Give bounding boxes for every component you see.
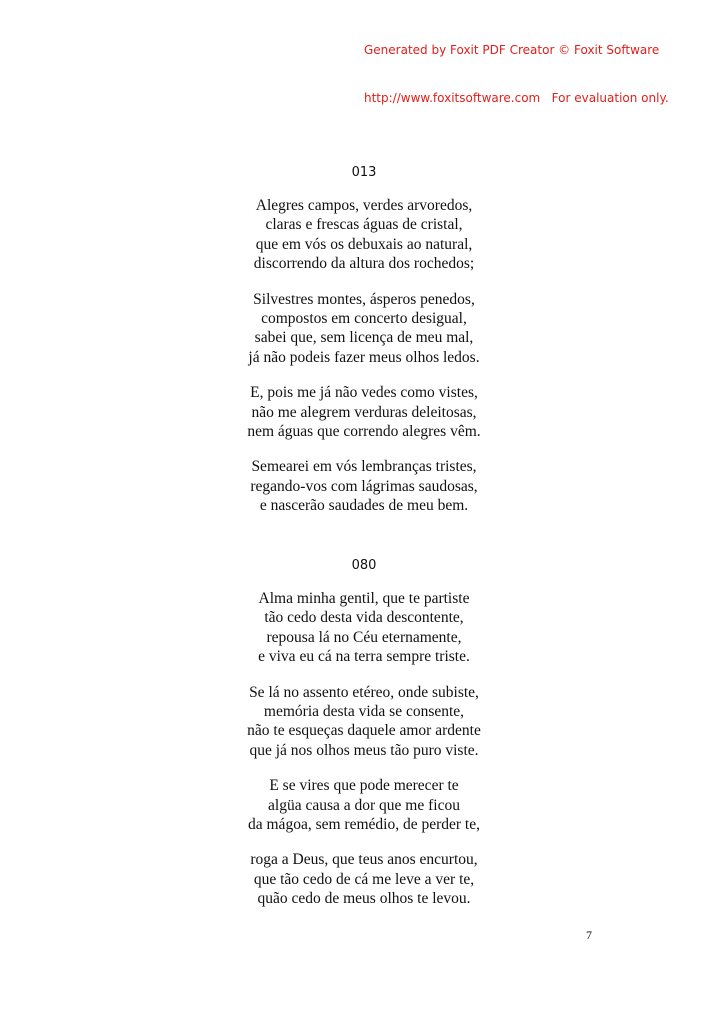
- verse-line: compostos em concerto desigual,: [261, 309, 467, 327]
- verse-line: roga a Deus, que teus anos encurtou,: [250, 851, 478, 869]
- stanza-4: [240, 850, 488, 908]
- poem-number: 013: [351, 165, 377, 180]
- stanza-2: [240, 290, 488, 368]
- verse-line: E, pois me já não vedes como vistes,: [250, 384, 478, 402]
- poem-080: [240, 556, 488, 908]
- stanza-3: [240, 776, 488, 834]
- verse-line: tão cedo desta vida descontente,: [264, 609, 464, 627]
- verse-line: E se vires que pode merecer te: [269, 777, 459, 795]
- verse-line: que já nos olhos meus tão puro viste.: [249, 741, 479, 759]
- stanza-1: [240, 196, 488, 274]
- page-number: 7: [586, 928, 592, 942]
- verse-line: Semearei em vós lembranças tristes,: [251, 458, 477, 476]
- verse-line: claras e frescas águas de cristal,: [265, 216, 463, 234]
- foxit-watermark: [364, 10, 669, 122]
- verse-line: não te esqueças daquele amor ardente: [247, 722, 481, 740]
- verse-line: e nascerão saudades de meu bem.: [259, 497, 469, 515]
- verse-line: repousa lá no Céu eternamente,: [266, 628, 462, 646]
- verse-line: sabei que, sem licença de meu mal,: [254, 329, 474, 347]
- verse-line: nem águas que correndo alegres vêm.: [247, 422, 481, 440]
- verse-line: Silvestres montes, ásperos penedos,: [253, 290, 475, 308]
- verse-line: que tão cedo de cá me leve a ver te,: [253, 870, 475, 888]
- verse-line: quão cedo de meus olhos te levou.: [257, 890, 471, 908]
- verse-line: Se lá no assento etéreo, onde subiste,: [249, 683, 479, 701]
- verse-line: algüa causa a dor que me ficou: [268, 796, 460, 814]
- verse-line: já não podeis fazer meus olhos ledos.: [248, 348, 480, 366]
- watermark-line-1: Generated by Foxit PDF Creator © Foxit Software: [364, 43, 660, 57]
- poem-number: 080: [351, 558, 377, 573]
- stanza-3: [240, 383, 488, 441]
- verse-line: e viva eu cá na terra sempre triste.: [258, 648, 470, 666]
- verse-line: da mágoa, sem remédio, de perder te,: [248, 815, 480, 833]
- verse-line: regando-vos com lágrimas saudosas,: [250, 477, 478, 495]
- verse-line: Alegres campos, verdes arvoredos,: [255, 197, 473, 214]
- verse-line: memória desta vida se consente,: [263, 702, 465, 720]
- verse-line: que em vós os debuxais ao natural,: [255, 235, 473, 253]
- verse-line: discorrendo da altura dos rochedos;: [253, 255, 475, 273]
- watermark-line-2: http://www.foxitsoftware.com For evaluation only.: [364, 91, 669, 105]
- stanza-1: [240, 589, 488, 667]
- verse-line: não me alegrem verduras deleitosas,: [251, 403, 477, 421]
- stanza-4: [240, 457, 488, 515]
- poem-013: [240, 163, 488, 515]
- stanza-2: [240, 683, 488, 761]
- verse-line: Alma minha gentil, que te partiste: [258, 590, 470, 607]
